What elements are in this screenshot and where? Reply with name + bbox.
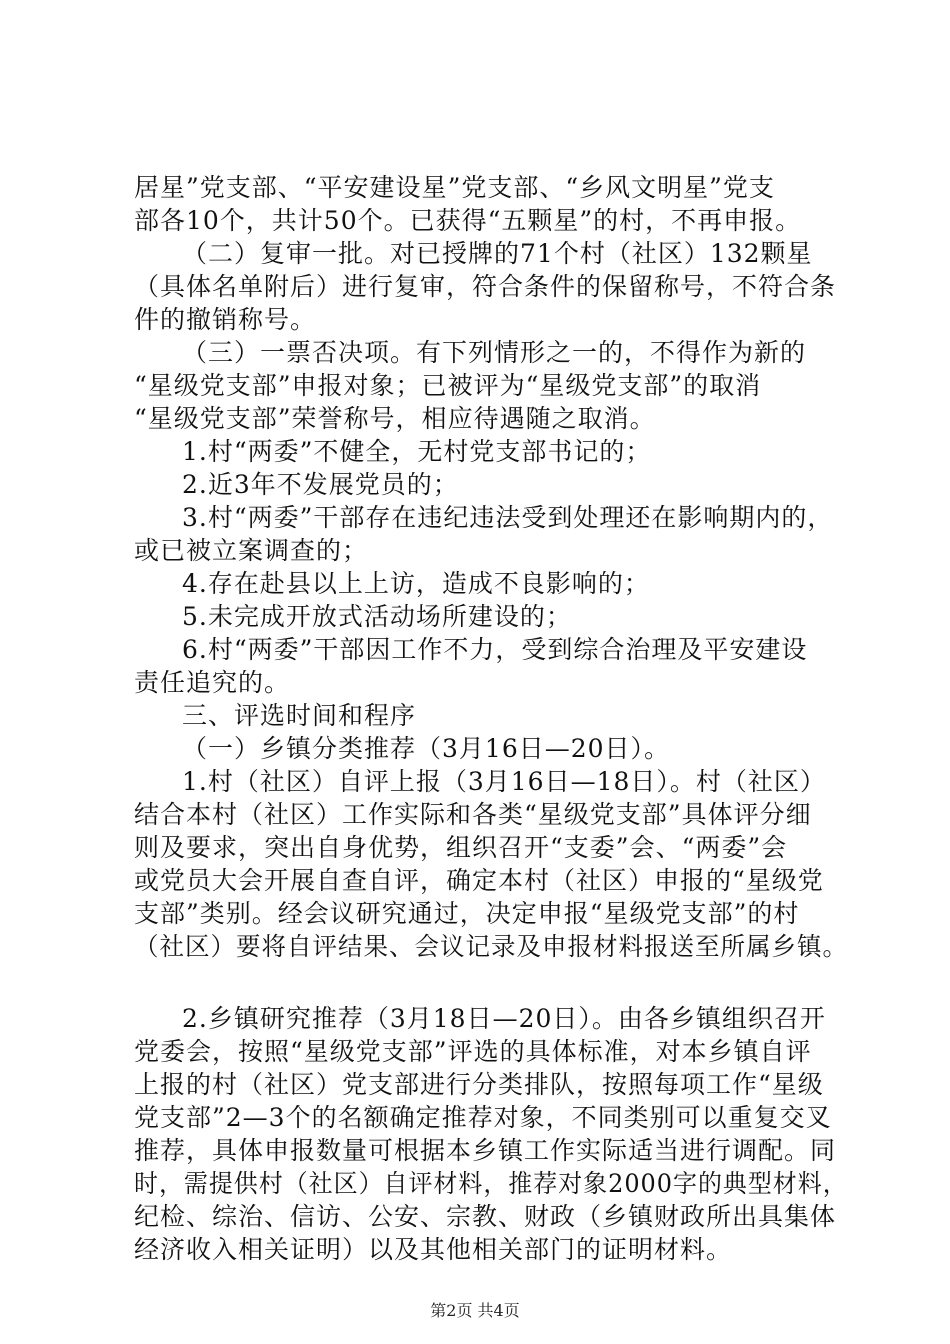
paragraph-line: 1.村（社区）自评上报（3月16日—18日）。村（社区） [182,767,826,796]
paragraph-line: 2.乡镇研究推荐（3月18日—20日）。由各乡镇组织召开 [182,1004,826,1033]
paragraph-line: 或已被立案调查的； [134,536,369,565]
paragraph-line: 责任追究的。 [134,668,291,697]
paragraph-line: （社区）要将自评结果、会议记录及申报材料报送至所属乡镇。 [134,932,849,961]
paragraph-line: 党支部”2—3个的名额确定推荐对象，不同类别可以重复交叉 [134,1103,832,1132]
paragraph-line: “星级党支部”申报对象；已被评为“星级党支部”的取消 [134,371,762,400]
paragraph-line: 纪检、综治、信访、公安、宗教、财政（乡镇财政所出具集体 [134,1202,837,1231]
paragraph-line: 或党员大会开展自查自评，确定本村（社区）申报的“星级党 [134,866,824,895]
paragraph-line: 件的撤销称号。 [134,305,317,334]
list-item: 4.存在赴县以上上访，造成不良影响的； [182,569,650,598]
list-item: 6.村“两委”干部因工作不力，受到综合治理及平安建设 [182,635,808,664]
paragraph-line: 时，需提供村（社区）自评材料，推荐对象2000字的典型材料， [134,1169,848,1198]
paragraph-line: 推荐，具体申报数量可根据本乡镇工作实际适当进行调配。同 [134,1136,837,1165]
paragraph-line: （三）一票否决项。有下列情形之一的，不得作为新的 [182,338,807,367]
paragraph-line: （二）复审一批。对已授牌的71个村（社区）132颗星 [182,239,813,268]
paragraph-line: 部各10个，共计50个。已获得“五颗星”的村，不再申报。 [134,206,802,235]
page-number-footer: 第2页 共4页 [430,1301,520,1320]
list-item: 5.未完成开放式活动场所建设的； [182,602,572,631]
paragraph-line: 居星”党支部、“平安建设星”党支部、“乡风文明星”党支 [134,173,775,202]
paragraph-line: 经济收入相关证明）以及其他相关部门的证明材料。 [134,1235,733,1264]
list-item: 3.村“两委”干部存在违纪违法受到处理还在影响期内的， [182,503,834,532]
paragraph-line: 上报的村（社区）党支部进行分类排队，按照每项工作“星级 [134,1070,824,1099]
paragraph-line: “星级党支部”荣誉称号，相应待遇随之取消。 [134,404,656,433]
subsection-heading: （一）乡镇分类推荐（3月16日—20日）。 [182,734,671,763]
paragraph-line: 党委会，按照“星级党支部”评选的具体标准，对本乡镇自评 [134,1037,812,1066]
list-item: 1.村“两委”不健全，无村党支部书记的； [182,437,652,466]
paragraph-line: （具体名单附后）进行复审，符合条件的保留称号，不符合条 [134,272,837,301]
paragraph-line: 结合本村（社区）工作实际和各类“星级党支部”具体评分细 [134,800,812,829]
section-heading: 三、评选时间和程序 [182,701,417,730]
list-item: 2.近3年不发展党员的； [182,470,459,499]
paragraph-line: 则及要求，突出自身优势，组织召开“支委”会、“两委”会 [134,833,788,862]
paragraph-line: 支部”类别。经会议研究通过，决定申报“星级党支部”的村 [134,899,800,928]
